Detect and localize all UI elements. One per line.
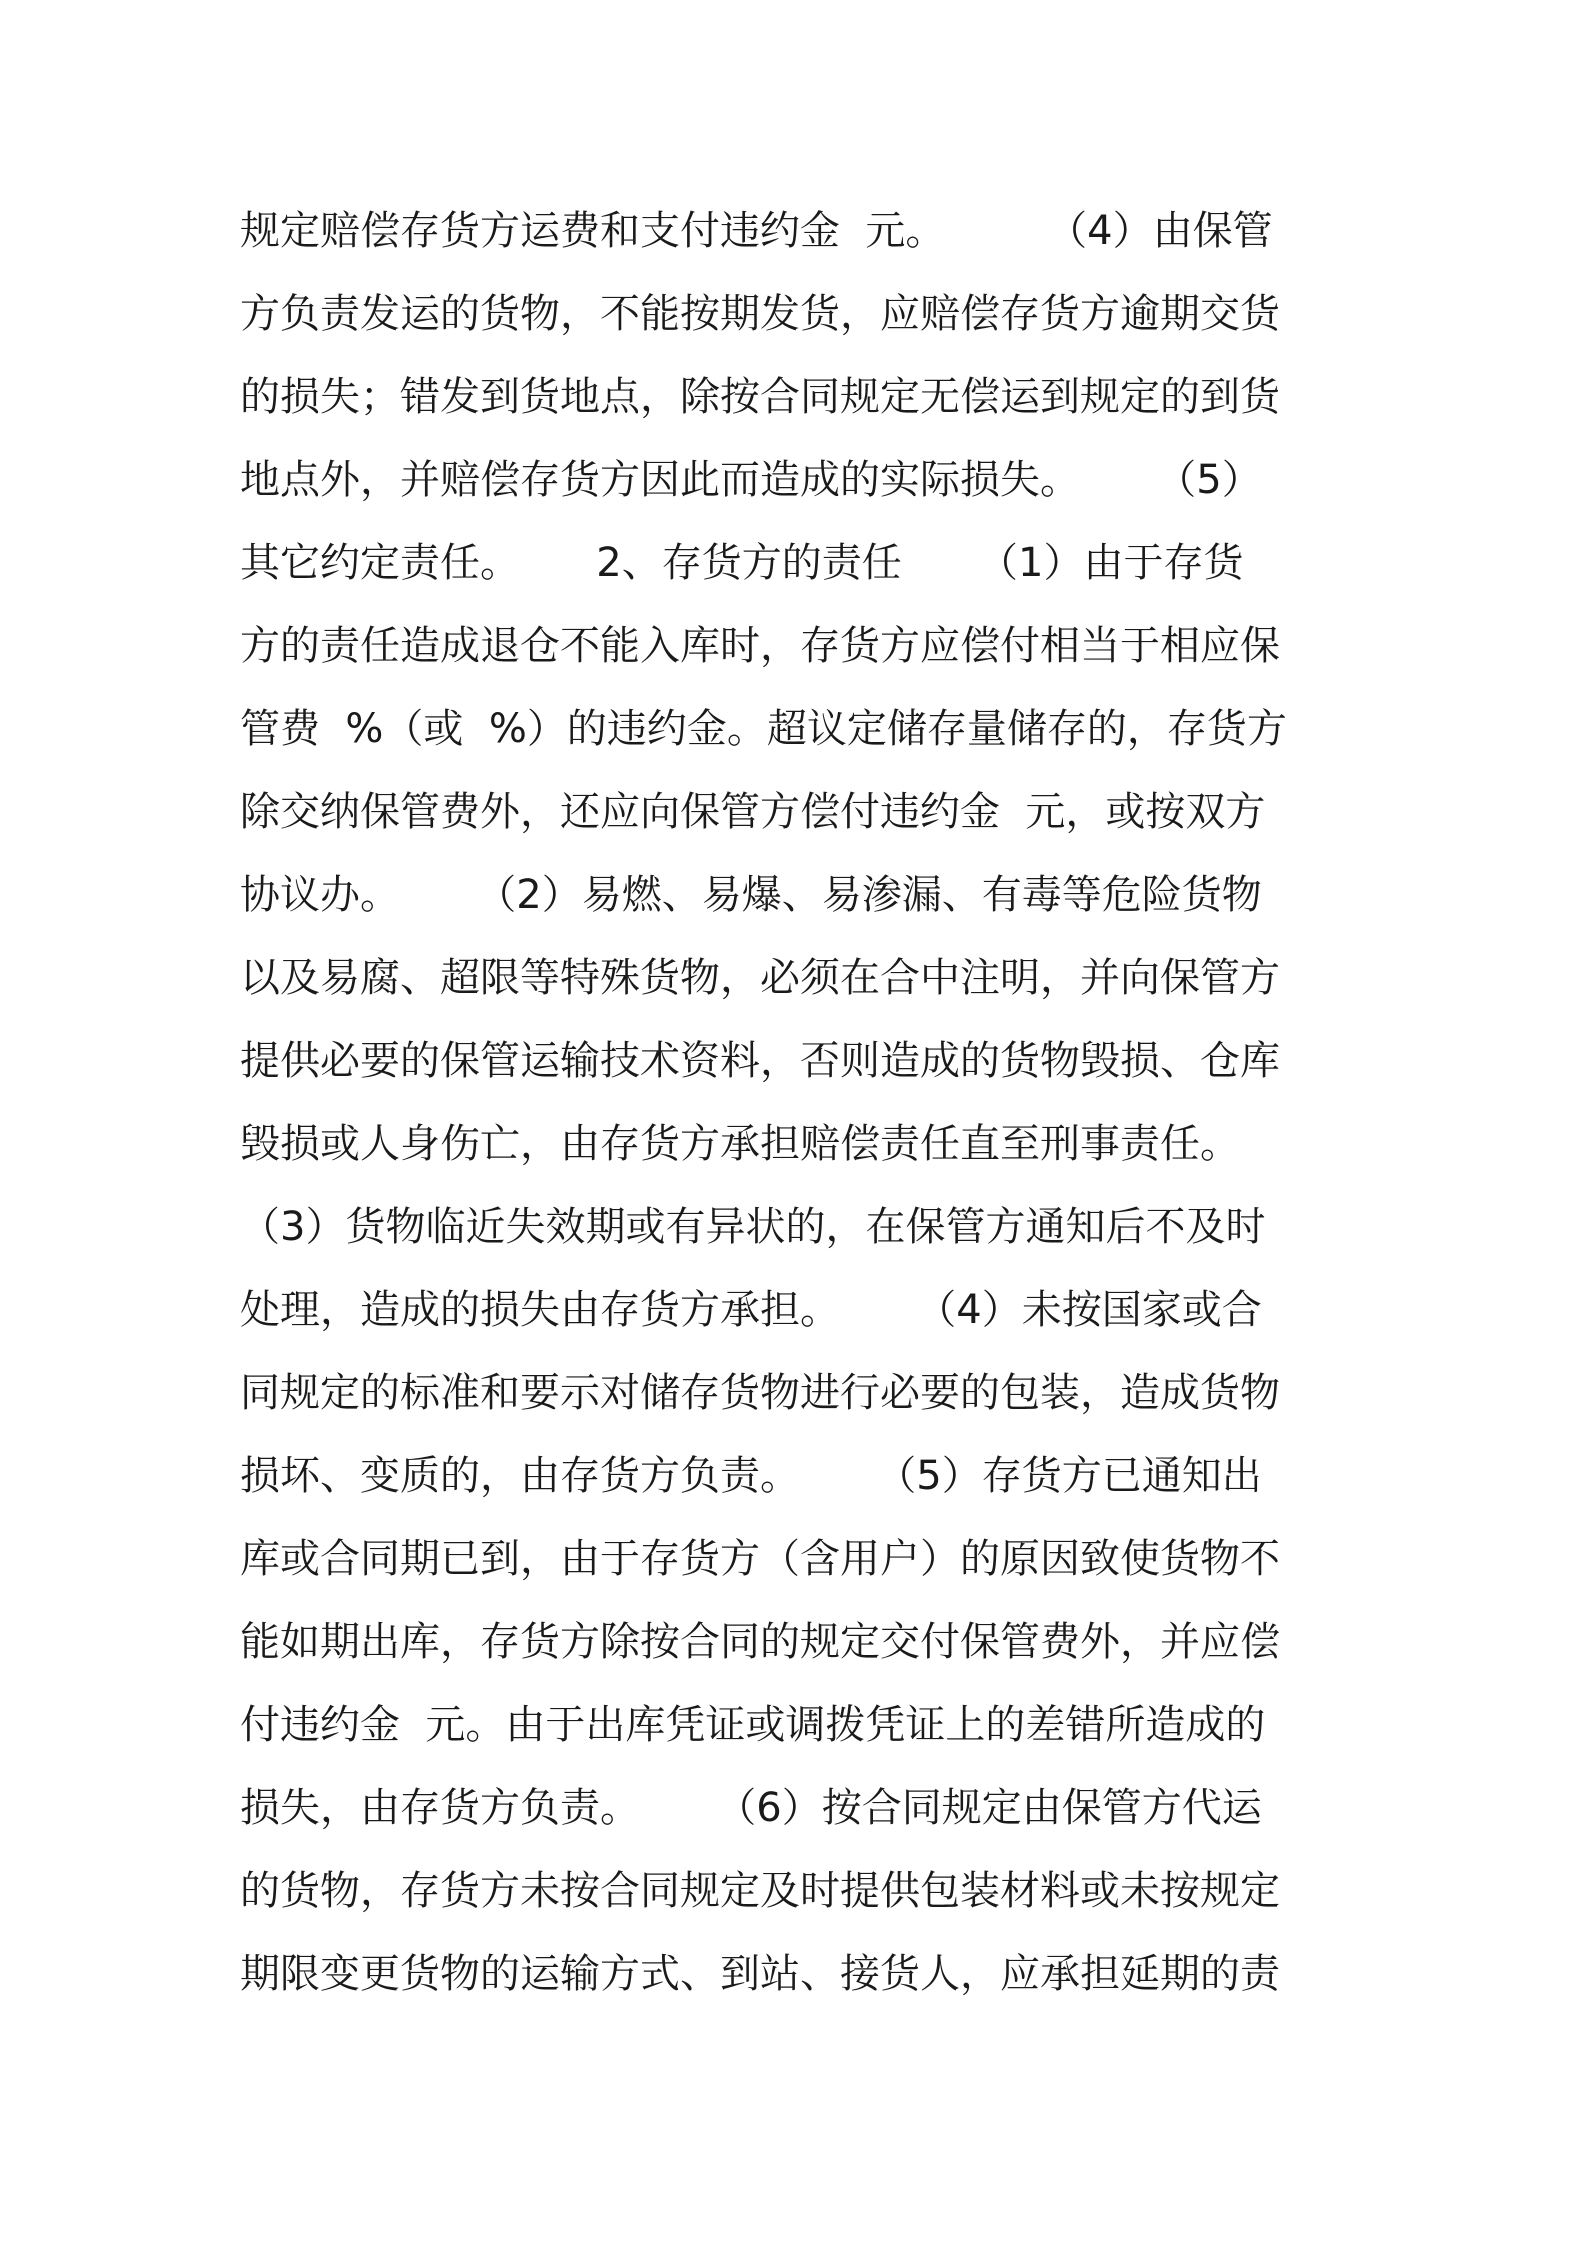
text-line: 的货物，存货方未按合同规定及时提供包装材料或未按规定 [240, 1868, 1280, 1914]
text-line: 提供必要的保管运输技术资料，否则造成的货物毁损、仓库 [240, 1038, 1280, 1084]
text-line: 协议办。 （2）易燃、易爆、易渗漏、有毒等危险货物 [240, 872, 1262, 918]
text-line: 库或合同期已到，由于存货方（含用户）的原因致使货物不 [240, 1536, 1280, 1582]
text-line: 期限变更货物的运输方式、到站、接货人，应承担延期的责 [240, 1951, 1280, 1997]
text-line: 损失，由存货方负责。 （6）按合同规定由保管方代运 [240, 1785, 1262, 1831]
text-line: 毁损或人身伤亡，由存货方承担赔偿责任直至刑事责任。 [240, 1121, 1240, 1167]
text-line: 地点外，并赔偿存货方因此而造成的实际损失。 （5） [240, 457, 1262, 503]
text-line: （3）货物临近失效期或有异状的，在保管方通知后不及时 [240, 1204, 1266, 1250]
text-line: 同规定的标准和要示对储存货物进行必要的包装，造成货物 [240, 1370, 1280, 1416]
text-line: 以及易腐、超限等特殊货物，必须在合中注明，并向保管方 [240, 955, 1280, 1001]
text-line: 方负责发运的货物，不能按期发货，应赔偿存货方逾期交货 [240, 291, 1280, 337]
contract-body-text [240, 190, 1360, 2016]
text-line: 付违约金 元。由于出库凭证或调拨凭证上的差错所造成的 [240, 1702, 1266, 1748]
text-line: 规定赔偿存货方运费和支付违约金 元。 （4）由保管 [240, 208, 1273, 254]
text-line: 其它约定责任。 2、存货方的责任 （1）由于存货 [240, 540, 1244, 586]
text-line: 的损失；错发到货地点，除按合同规定无偿运到规定的到货 [240, 374, 1280, 420]
text-line: 损坏、变质的，由存货方负责。 （5）存货方已通知出 [240, 1453, 1262, 1499]
text-line: 除交纳保管费外，还应向保管方偿付违约金 元，或按双方 [240, 789, 1266, 835]
text-line: 处理，造成的损失由存货方承担。 （4）未按国家或合 [240, 1287, 1262, 1333]
text-line: 管费 %（或 %）的违约金。超议定储存量储存的，存货方 [240, 706, 1287, 752]
text-line: 方的责任造成退仓不能入库时，存货方应偿付相当于相应保 [240, 623, 1280, 669]
text-line: 能如期出库，存货方除按合同的规定交付保管费外，并应偿 [240, 1619, 1280, 1665]
